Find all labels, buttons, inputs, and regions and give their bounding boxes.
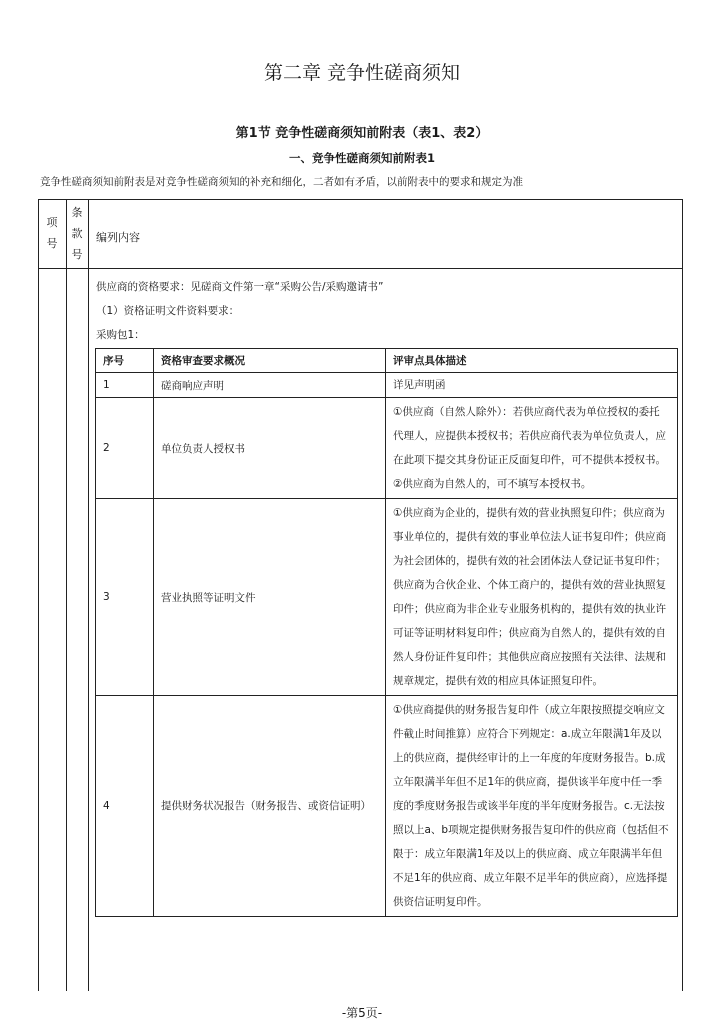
section-title: 第1节 竞争性磋商须知前附表（表1、表2） (235, 126, 489, 141)
sub-title: 一、竞争性磋商须知前附表1 (288, 151, 435, 165)
row-no: 1 (96, 373, 154, 398)
qualification-line-1: 供应商的资格要求：见磋商文件第一章“采购公告/采购邀请书” (96, 281, 384, 293)
outer-col-divider-2 (88, 199, 89, 991)
header-clause-no-char-2: 款 (71, 227, 83, 240)
page-number: -第5页- (341, 1006, 383, 1020)
row-summary: 提供财务状况报告（财务报告、或资信证明） (154, 696, 386, 917)
header-clause-no-char-3: 号 (71, 248, 83, 261)
header-item-no (38, 212, 66, 254)
row-no: 3 (96, 499, 154, 696)
header-clause-no-char-1: 条 (71, 206, 83, 219)
chapter-title: 第二章 竞争性磋商须知 (263, 62, 461, 84)
row-summary: 营业执照等证明文件 (154, 499, 386, 696)
row-desc: 详见声明函 (386, 373, 678, 398)
qualification-line-2: （1）资格证明文件资料要求： (96, 305, 240, 317)
outer-top-border (38, 199, 683, 200)
qualification-line-3: 采购包1： (96, 329, 145, 341)
table-row (96, 499, 678, 696)
outer-right-border (682, 199, 683, 991)
table-row (96, 373, 678, 398)
row-desc: ①供应商（自然人除外）：若供应商代表为单位授权的委托代理人，应提供本授权书；若供应商代表为单位负责人，应在此项下提交其身份证正反面复印件，可不提供本授权书。②供应商为自然人的，可不填写本授权书。 (386, 398, 678, 499)
qualification-text (96, 275, 383, 347)
outer-header-divider (38, 268, 683, 269)
row-desc: ①供应商为企业的，提供有效的营业执照复印件；供应商为事业单位的，提供有效的事业单位法人证书复印件；供应商为社会团体的，提供有效的社会团体法人登记证书复印件；供应商为合伙企业、个体工商户的，提供有效的营业执照复印件；供应商为非企业专业服务机构的，提供有效的执业许可证等证明材料复印件；供应商为自然人的，提供有效的自然人身份证件复印件；其他供应商应按照有关法律、法规和规章规定，提供有效的相应具体证照复印件。 (386, 499, 678, 696)
row-no: 2 (96, 398, 154, 499)
table-row (96, 696, 678, 917)
outer-left-border (38, 199, 39, 991)
col-header-summary: 资格审查要求概况 (154, 349, 386, 373)
qualification-table (95, 348, 678, 917)
table-row (96, 398, 678, 499)
row-no: 4 (96, 696, 154, 917)
header-content: 编列内容 (96, 231, 140, 244)
header-item-no-char-1: 项 (46, 216, 58, 229)
row-summary: 磋商响应声明 (154, 373, 386, 398)
row-summary: 单位负责人授权书 (154, 398, 386, 499)
col-header-desc: 评审点具体描述 (386, 349, 678, 373)
col-header-no: 序号 (96, 349, 154, 373)
header-item-no-char-2: 号 (46, 237, 58, 250)
outer-col-divider-1 (66, 199, 67, 991)
intro-paragraph: 竞争性磋商须知前附表是对竞争性磋商须知的补充和细化，二者如有矛盾，以前附表中的要求和规定为准 (40, 176, 523, 188)
row-desc: ①供应商提供的财务报告复印件（成立年限按照提交响应文件截止时间推算）应符合下列规定：a.成立年限满1年及以上的供应商，提供经审计的上一年度的年度财务报告。b.成立年限满半年但不足1年的供应商，提供该半年度中任一季度的季度财务报告或该半年度的半年度财务报告。c.无法按照以上a、b项规定提供财务报告复印件的供应商（包括但不限于：成立年限满1年及以上的供应商、成立年限满半年但不足1年的供应商、成立年限不足半年的供应商），应选择提供资信证明复印件。 (386, 696, 678, 917)
header-clause-no (66, 202, 88, 265)
qualification-table-header (96, 349, 678, 373)
